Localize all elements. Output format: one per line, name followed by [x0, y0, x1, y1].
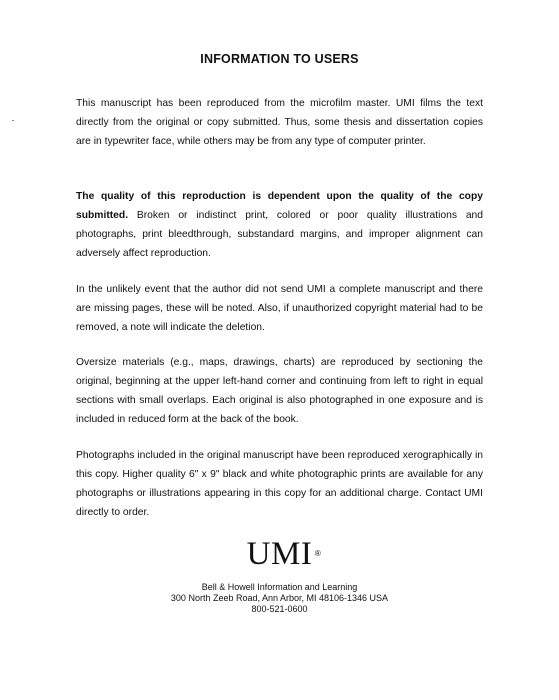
umi-logo-letters: UMI: [246, 536, 313, 572]
umi-logo-text: [246, 536, 322, 572]
paragraph-oversize: Oversize materials (e.g., maps, drawings, charts) are reproduced by sectioning the original, beginning at the upper left-hand corner and continuing from left to right in equal sections with small overlaps. Each original is also photographed in one exposure and is included in reduced form at the back of the book.: [76, 357, 483, 425]
paragraph-missing-pages: In the unlikely event that the author did not send UMI a complete manuscript and there are missing pages, these will be noted. Also, if unauthorized copyright material had to be removed, a note will indicate the deletion.: [76, 284, 483, 333]
scan-speck: [12, 120, 14, 121]
paragraph-quality: [76, 187, 483, 263]
umi-logo: [0, 536, 559, 572]
paragraph-photographs: Photographs included in the original manuscript have been reproduced xerographically in this copy. Higher quality 6" x 9" black and white photographic prints are available for any photographs or illustrations appearing in this copy for an additional charge. Contact UMI directly to order.: [76, 450, 483, 518]
paragraph-quality-rest: Broken or indistinct print, colored or poor quality illustrations and photographs, print bleedthrough, substandard margins, and improper alignment can adversely affect reproduction.: [76, 210, 483, 259]
paragraph-microfilm: This manuscript has been reproduced from the microfilm master. UMI films the text directly from the original or copy submitted. Thus, some thesis and dissertation copies are in typewriter face, while others may be from any type of computer printer.: [76, 98, 483, 147]
address-street: 300 North Zeeb Road, Ann Arbor, MI 48106-1346 USA: [170, 593, 389, 603]
paragraph-quality-lead: The quality of this reproduction is dependent upon the quality of the copy submitted.: [76, 191, 483, 221]
address-phone: 800-521-0600: [251, 604, 308, 614]
registered-mark: ®: [314, 549, 322, 558]
page-title: INFORMATION TO USERS: [200, 52, 359, 66]
address-company: Bell & Howell Information and Learning: [201, 582, 358, 592]
